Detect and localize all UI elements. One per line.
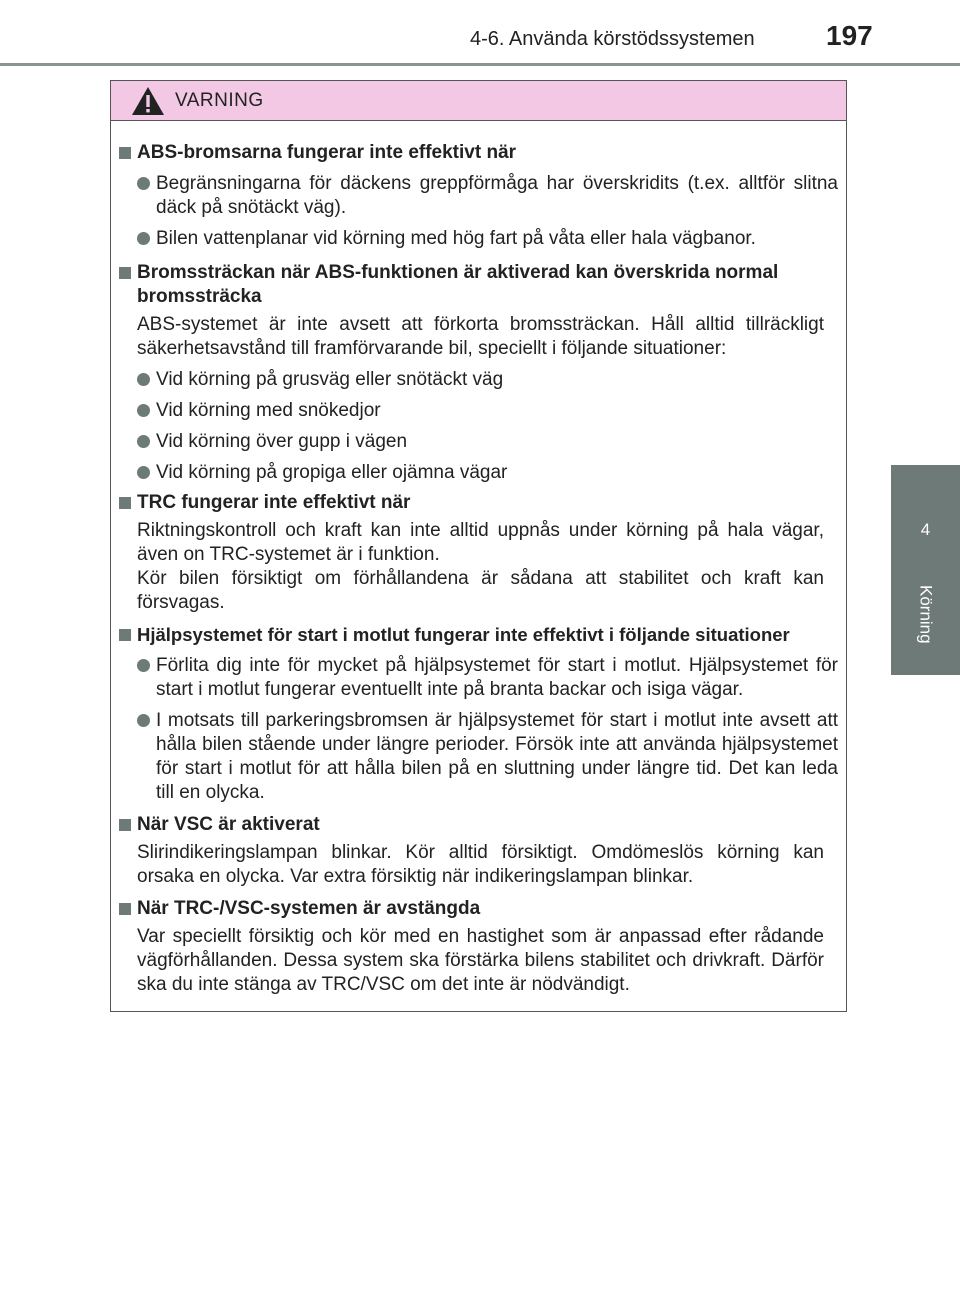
square-bullet-icon xyxy=(119,147,131,159)
section-paragraph: Slirindikeringslampan blinkar. Kör alltid försiktigt. Omdömeslös körning kan orsaka en olycka. Var extra försiktig när indikeringslampan blinkar. xyxy=(137,842,824,887)
circle-bullet-icon xyxy=(137,232,150,245)
list-item: Bilen vattenplanar vid körning med hög fart på våta eller hala vägbanor. xyxy=(137,227,838,251)
section-paragraph: ABS-systemet är inte avsett att förkorta bromssträckan. Håll alltid tillräckligt säkerhetsavstånd till framförvarande bil, speciellt i följande situationer: xyxy=(137,314,824,359)
circle-bullet-icon xyxy=(137,435,150,448)
circle-bullet-icon xyxy=(137,466,150,479)
warning-header xyxy=(111,81,846,121)
list-item: Begränsningarna för däckens greppförmåga har överskridits (t.ex. alltför slitna däck på snötäckt väg). xyxy=(137,172,838,220)
circle-bullet-icon xyxy=(137,714,150,727)
circle-bullet-icon xyxy=(137,177,150,190)
list-item: Förlita dig inte för mycket på hjälpsystemet för start i motlut. Hjälpsystemet för start i motlut fungerar eventuellt inte på branta backar och isiga vägar. xyxy=(137,654,838,702)
page-number: 197 xyxy=(826,20,873,51)
section-paragraph: Var speciellt försiktig och kör med en hastighet som är anpassad efter rådande vägförhållanden. Dessa system ska förstärka bilens stabilitet och drivkraft. Därför ska du inte stänga av TRC/VSC om det inte är nödvändigt. xyxy=(137,926,824,995)
chapter-number: 4 xyxy=(920,520,931,539)
header-divider xyxy=(0,63,960,66)
section-heading: Bromssträckan när ABS-funktionen är aktiverad kan överskrida normal bromssträcka xyxy=(119,261,838,309)
circle-bullet-icon xyxy=(137,404,150,417)
warning-box xyxy=(110,80,847,1012)
list-item: Vid körning över gupp i vägen xyxy=(137,430,838,454)
square-bullet-icon xyxy=(119,903,131,915)
square-bullet-icon xyxy=(119,629,131,641)
section-heading: ABS-bromsarna fungerar inte effektivt när xyxy=(119,141,838,165)
circle-bullet-icon xyxy=(137,373,150,386)
list-item: Vid körning med snökedjor xyxy=(137,399,838,423)
section-heading: TRC fungerar inte effektivt när xyxy=(119,491,838,515)
section-heading: När TRC-/VSC-systemen är avstängda xyxy=(119,897,838,921)
section-heading: Hjälpsystemet för start i motlut fungerar inte effektivt i följande situationer xyxy=(119,623,838,647)
list-item: Vid körning på grusväg eller snötäckt väg xyxy=(137,368,838,392)
square-bullet-icon xyxy=(119,267,131,279)
list-item: I motsats till parkeringsbromsen är hjälpsystemet för start i motlut inte avsett att hålla bilen stående under längre perioder. Försök inte att använda hjälpsystemet för start i motlut för att hålla bilen på en sluttning under längre tid. Det kan leda till en olycka. xyxy=(137,709,838,805)
section-heading: När VSC är aktiverat xyxy=(119,813,838,837)
circle-bullet-icon xyxy=(137,659,150,672)
section-title: 4-6. Använda körstödssystemen xyxy=(470,28,755,50)
section-paragraph: Kör bilen försiktigt om förhållandena är sådana att stabilitet och kraft kan försvagas. xyxy=(137,568,824,613)
chapter-label: Körning xyxy=(916,585,936,644)
warning-title: VARNING xyxy=(175,89,264,111)
warning-triangle-icon xyxy=(131,86,165,116)
list-item: Vid körning på gropiga eller ojämna vägar xyxy=(137,461,838,485)
section-paragraph: Riktningskontroll och kraft kan inte alltid uppnås under körning på hala vägar, även on TRC-systemet är i funktion. xyxy=(137,520,824,565)
warning-body xyxy=(111,121,846,997)
square-bullet-icon xyxy=(119,497,131,509)
square-bullet-icon xyxy=(119,819,131,831)
